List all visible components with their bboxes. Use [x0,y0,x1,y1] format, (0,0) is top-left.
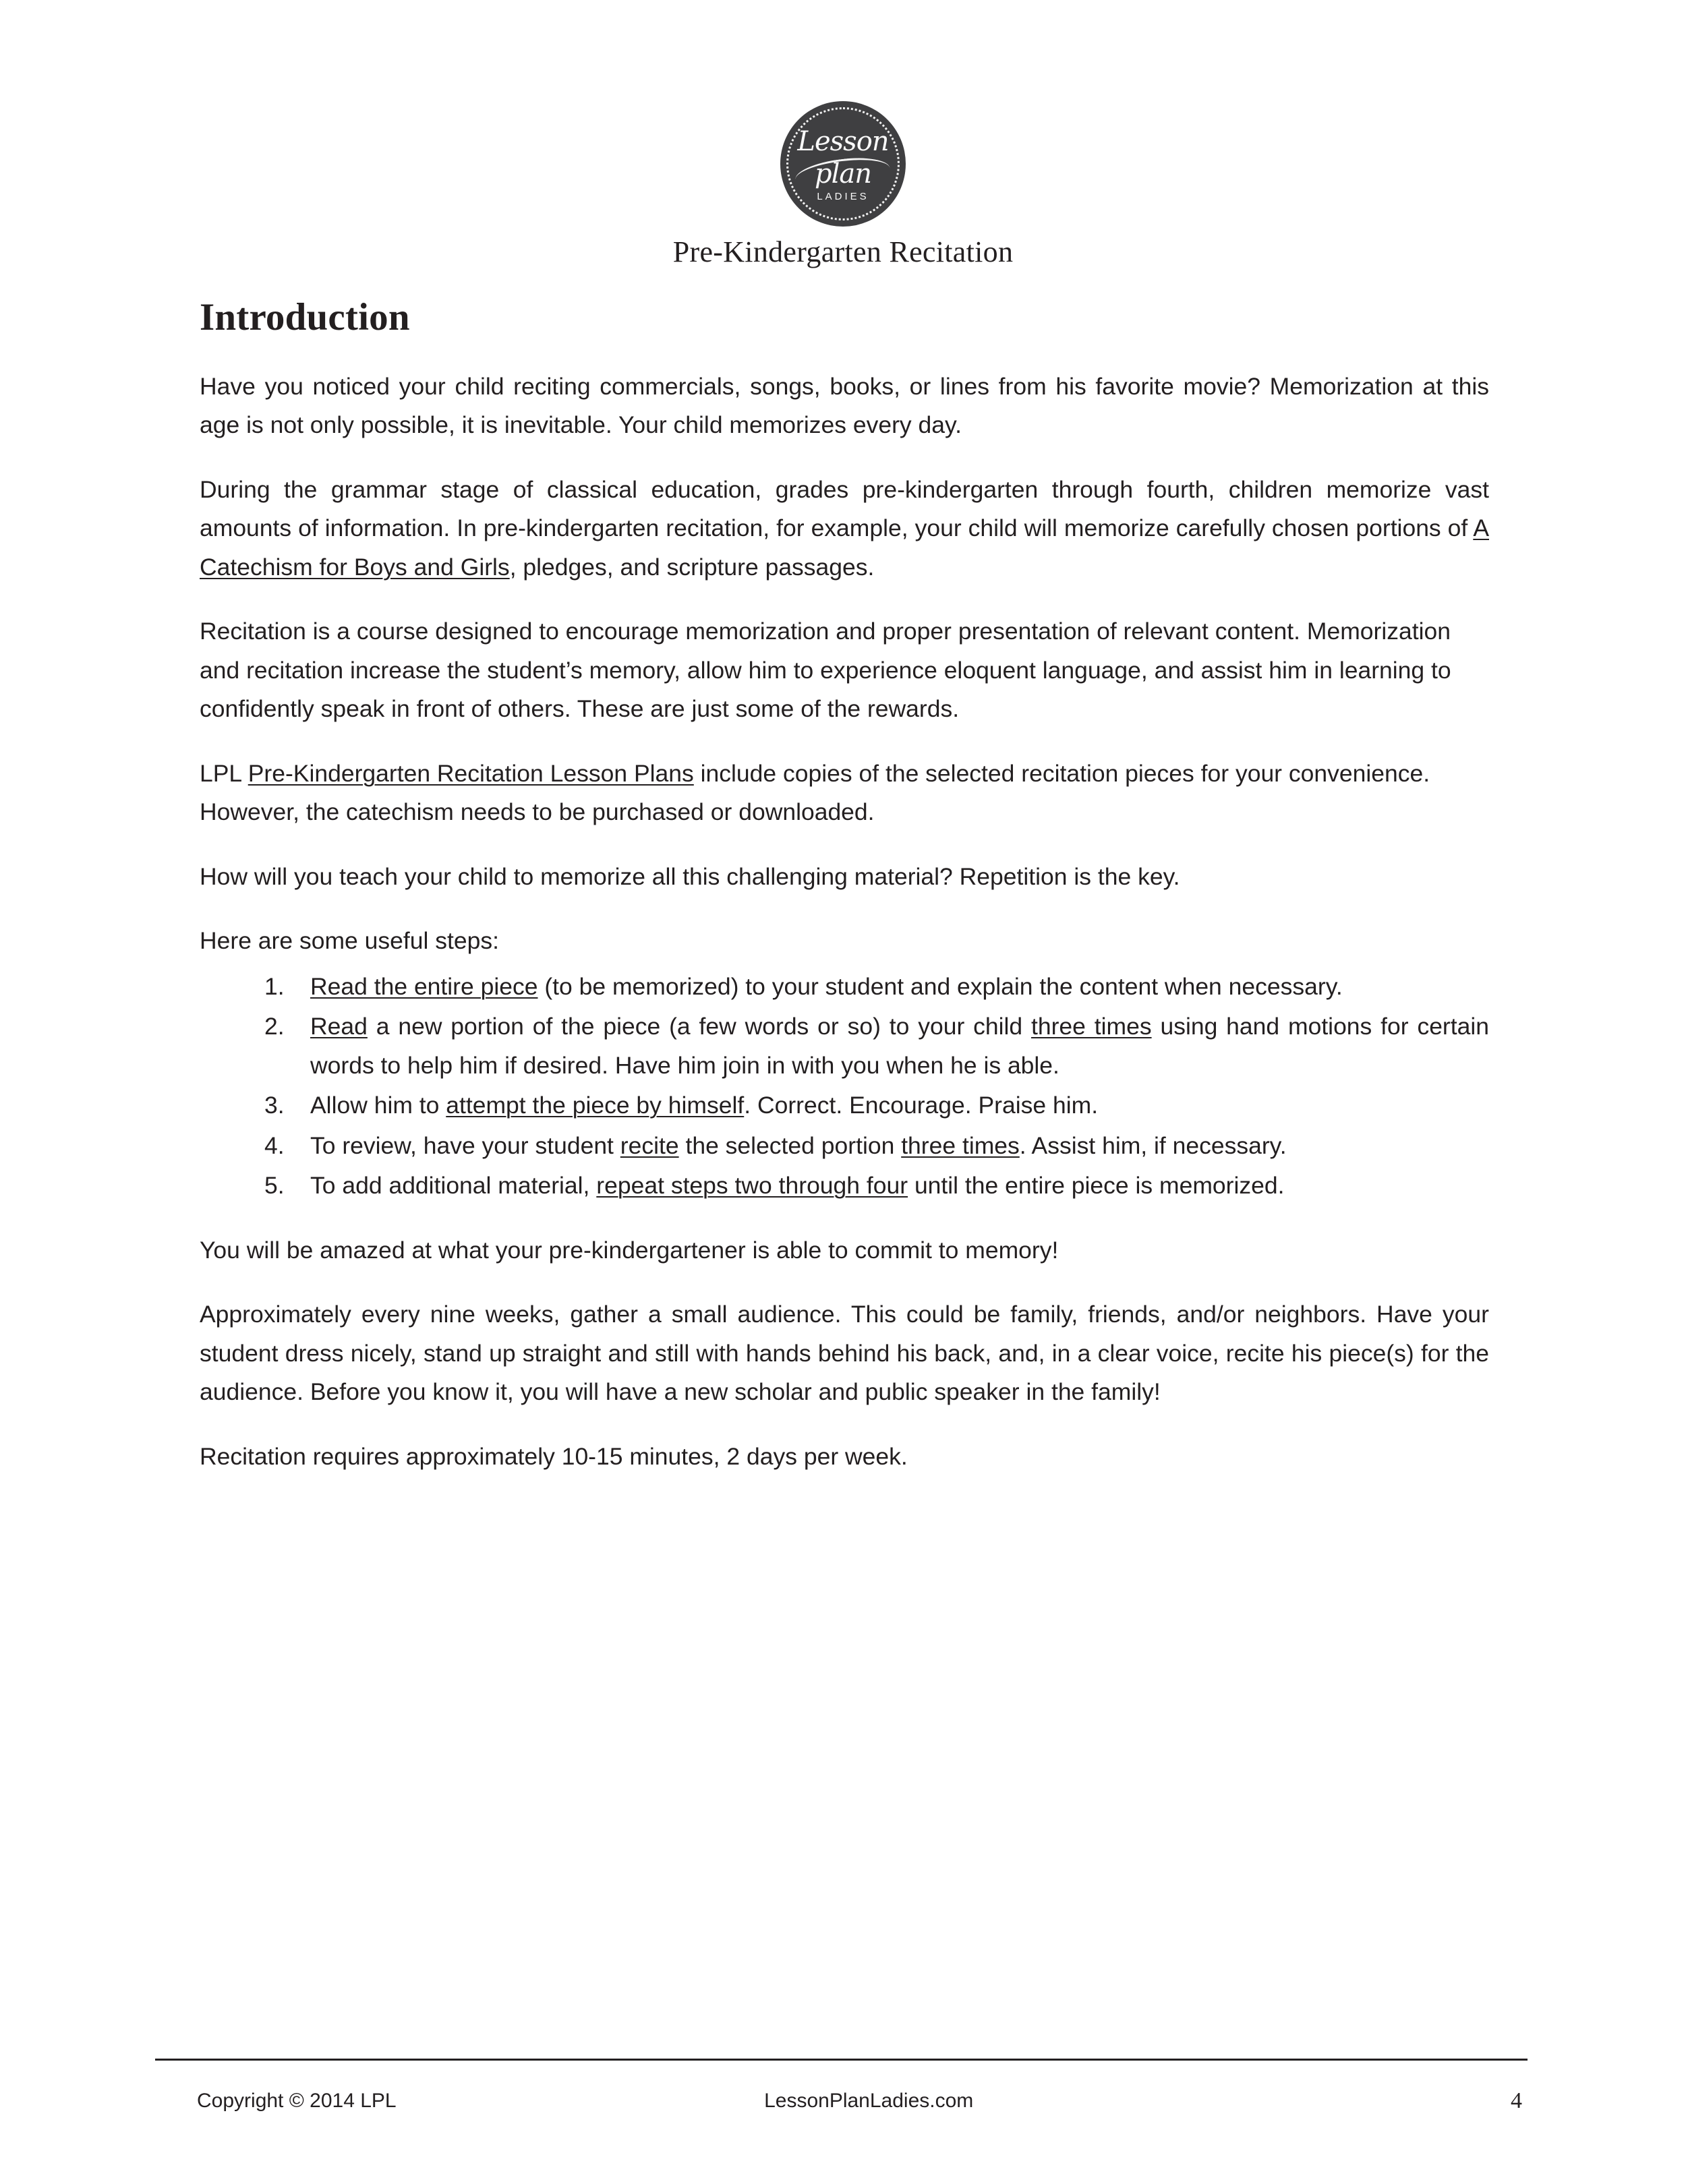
paragraph-grammar-stage-text-b: , pledges, and scripture passages. [509,553,875,581]
paragraph-lpl-lesson-plans-text-b: include copies of the selected recitation pieces for your convenience. However, the catechism needs to be purchased or downloaded. [200,759,1430,826]
step-text-1: Allow him to [310,1092,446,1119]
paragraph-lpl-lesson-plans [200,755,1489,832]
step-underline-2: three times [1031,1013,1152,1040]
paragraph-grammar-stage [200,471,1489,587]
list-item [200,968,1489,1007]
step-text-3: . Assist him, if necessary. [1019,1131,1287,1159]
step-underline-2: repeat steps two through four [596,1172,908,1200]
step-text-2: the selected portion [678,1131,902,1159]
paragraph-recitation-course: Recitation is a course designed to encourage memorization and proper presentation of relevant content. Memorization and recitation increase the student’s memory, allow him to experience eloquent language, and assist him in learning to confidently speak in front of others. These are just some of the rewards. [200,618,1451,723]
step-text-2: until the entire piece is memorized. [908,1172,1285,1200]
paragraph-amazed: You will be amazed at what your pre-kindergartener is able to commit to memory! [200,1236,1059,1264]
running-header-title: Pre-Kindergarten Recitation [672,235,1014,268]
step-underline-2: attempt the piece by himself [446,1092,745,1119]
step-text-1: To add additional material, [310,1172,597,1200]
step-text-1: To review, have your student [310,1131,620,1159]
list-item [200,1127,1489,1166]
paragraph-intro-memorizing: Have you noticed your child reciting commercials, songs, books, or lines from his favorite movie? Memorization at this age is not only possible, it is inevitable. Your child memorizes every day. [200,372,1489,439]
logo-text-lesson: Lesson [797,126,889,157]
footer-page-number: 4 [1511,2088,1522,2113]
step-text-1: (to be memorized) to your student and explain the content when necessary. [537,972,1343,1000]
paragraph-grammar-stage-text-a: During the grammar stage of classical education, grades pre-kindergarten through fourth, children memorize vast amounts of information. In pre-kindergarten recitation, for example, your child will memorize carefully chosen portions of [200,475,1489,542]
logo-text-ladies: LADIES [817,191,869,202]
list-item [200,1086,1489,1125]
catechism-title-underlined: A Catechism for Boys and Girls [200,514,1489,581]
page-footer [155,2081,1528,2121]
useful-steps-list [200,968,1489,1206]
list-item [200,1007,1489,1085]
lpl-prefix: LPL [200,759,248,787]
step-text-2: using hand motions for certain words to help him if desired. Have him join in with you when he is able. [310,1013,1489,1079]
lesson-plan-ladies-logo-icon [780,101,906,227]
footer-divider [155,2059,1528,2061]
page-title: Introduction [200,296,410,338]
step-underline-2: recite [620,1131,679,1159]
footer-website: LessonPlanLadies.com [764,2090,974,2112]
footer-copyright: Copyright © 2014 LPL [197,2090,397,2112]
lesson-plans-title-underlined: Pre-Kindergarten Recitation Lesson Plans [248,759,694,787]
paragraph-repetition-key: How will you teach your child to memorize all this challenging material? Repetition is the key. [200,862,1180,890]
paragraph-time-requirement: Recitation requires approximately 10-15 minutes, 2 days per week. [200,1442,908,1470]
step-underline-1: Read the entire piece [310,972,538,1000]
logo-container [0,101,1686,227]
step-text-2: . Correct. Encourage. Praise him. [744,1092,1099,1119]
paragraph-useful-steps-lead: Here are some useful steps: [200,927,499,955]
step-text-1: a new portion of the piece (a few words or so) to your child [367,1013,1031,1040]
logo-text-plan: plan [814,158,871,189]
step-underline-3: three times [901,1131,1020,1159]
paragraph-nine-weeks-audience: Approximately every nine weeks, gather a small audience. This could be family, friends, and/or neighbors. Have your student dress nicely, stand up straight and still with hands behind his back, and, in a clear voice, recite his piece(s) for the audience. Before you know it, you will have a new scholar and public speaker in the family! [200,1301,1489,1406]
step-underline-1: Read [310,1013,368,1040]
document-body [200,297,1489,1502]
list-item [200,1167,1489,1206]
